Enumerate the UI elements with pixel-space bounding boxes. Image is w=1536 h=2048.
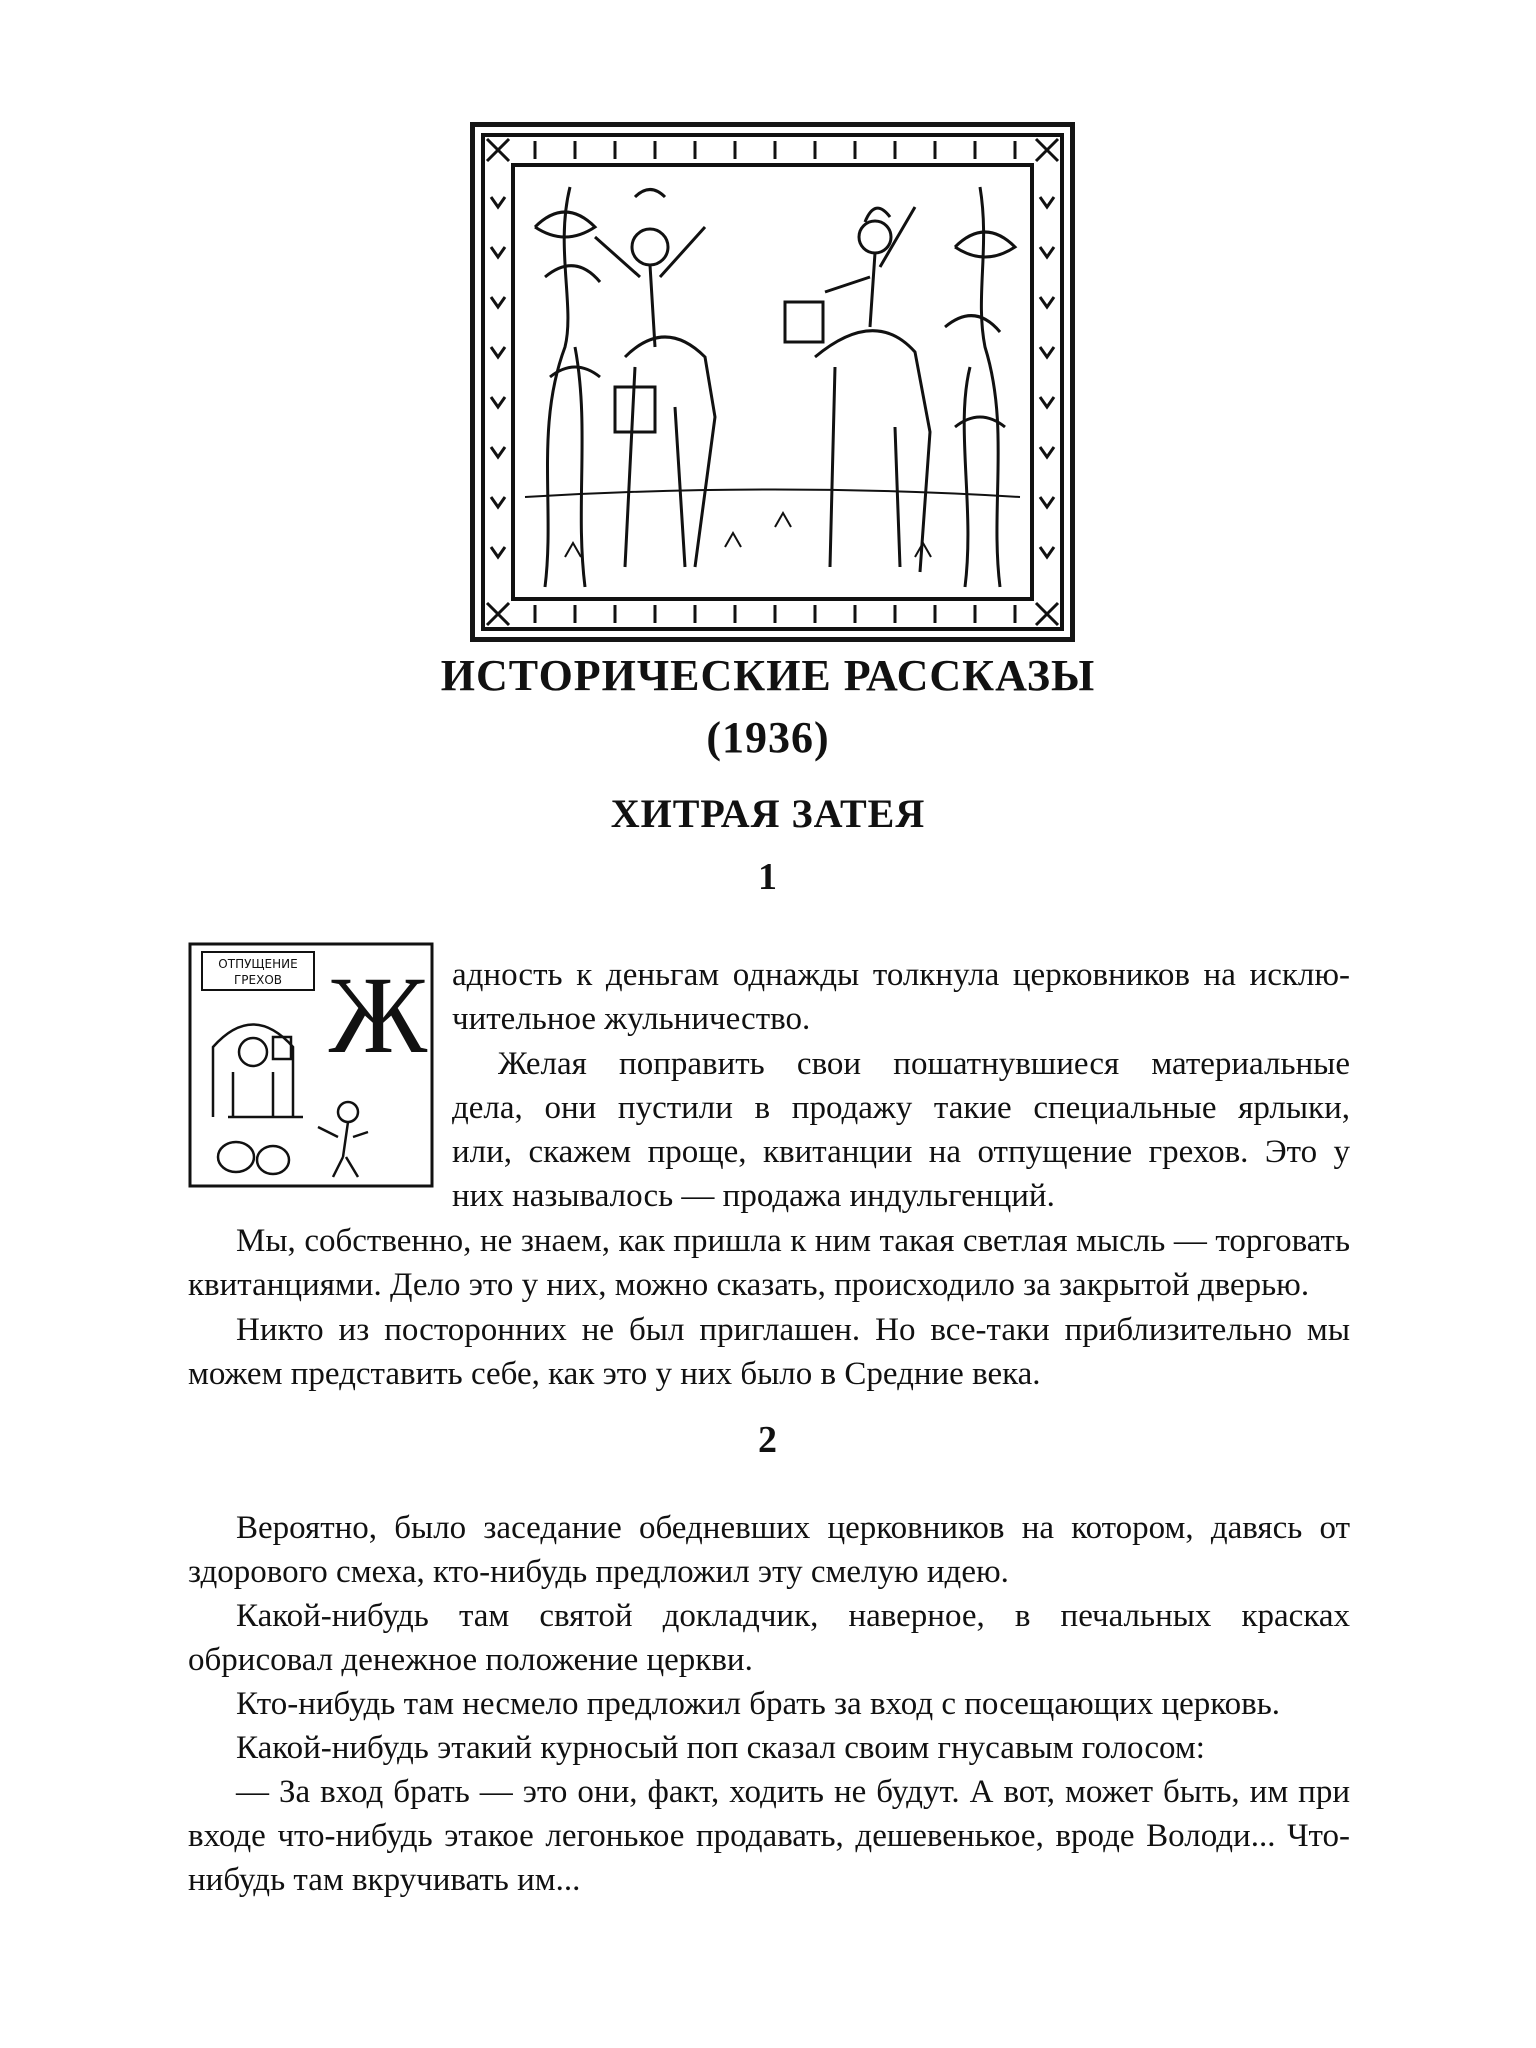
ch2-paragraph-4: Какой-нибудь этакий курносый поп сказал своим гнусавым голосом: [236,1730,1205,1766]
indulgence-seller-icon [188,942,434,1188]
drop-cap-illustration [188,942,434,1188]
ch1-p2-line1: Желая поправить свои пошатнувшиеся материальные [498,1046,1350,1082]
story-title: ХИТРАЯ ЗАТЕЯ [610,791,926,836]
riders-illustration-icon [475,127,1070,637]
section-title: ИСТОРИЧЕСКИЕ РАССКАЗЫ [440,651,1096,700]
woodcut-illustration [470,122,1075,642]
ch2-paragraph-5: — За вход брать — это они, факт, ходить не будут. А вот, может быть, им при входе что-нибудь этакое легонькое продавать, дешевенькое, вроде Володи... Что-нибудь там вкручивать им... [188,1774,1350,1898]
ch1-p2-line3: или, скажем проще, квитанции на отпущение грехов. Это у [452,1134,1350,1170]
sign-line-1: ОТПУЩЕНИЕ [218,957,298,971]
drop-cap-letter: Ж [328,954,428,1076]
sign-line-2: ГРЕХОВ [233,973,283,987]
ch1-paragraph-3: Мы, собственно, не знаем, как пришла к ним такая светлая мысль — торговать квитанциями. Дело это у них, можно сказать, происходило за закрытой дверью. [188,1223,1350,1303]
ch1-p2-line2: дела, они пустили в продажу такие специальные ярлыки, [452,1090,1350,1126]
ch2-paragraph-3: Кто-нибудь там несмело предложил брать за вход с посещающих церковь. [236,1686,1281,1722]
chapter-number-1: 1 [758,856,778,898]
ch1-p1-line2: чительное жульничество. [452,1001,811,1037]
ch1-paragraph-4: Никто из посторонних не был приглашен. Но все-таки приблизительно мы можем представить себе, как это у них было в Средние века. [188,1312,1350,1392]
section-year: (1936) [706,713,830,762]
ch2-paragraph-1: Вероятно, было заседание обедневших церковников на котором, давясь от здорового смеха, кто-нибудь предложил эту смелую идею. [188,1510,1350,1590]
chapter-number-2: 2 [758,1419,778,1461]
ch1-p2-line4: них называлось — продажа индульгенций. [452,1178,1055,1214]
ch1-p1-line1: адность к деньгам однажды толкнула церковников на исклю- [452,957,1350,993]
ch2-paragraph-2: Какой-нибудь там святой докладчик, наверное, в печальных красках обрисовал денежное положение церкви. [188,1598,1350,1678]
